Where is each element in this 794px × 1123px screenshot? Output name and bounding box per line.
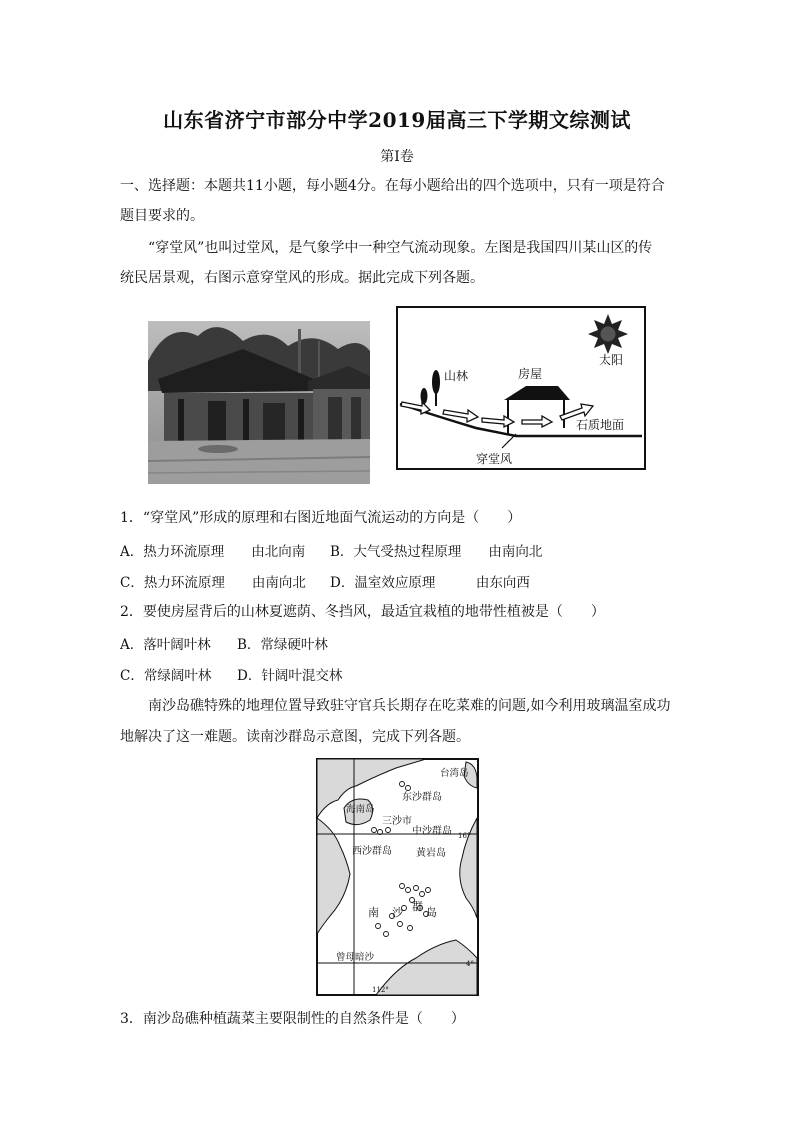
house-label: 房屋 xyxy=(518,367,543,381)
map-label-lat4: 4° xyxy=(466,960,474,968)
section-intro-line1: 一、选择题：本题共11小题，每小题4分。在每小题给出的四个选项中，只有一项是符合 xyxy=(120,178,665,194)
map-label-nan: 南 xyxy=(368,906,379,919)
map-label-xisha: 西沙群岛 xyxy=(352,846,392,857)
q2-stem: 2．要使房屋背后的山林夏遮荫、冬挡风，最适宜栽植的地带性植被是（ ） xyxy=(120,604,605,620)
map-label-dao: 岛 xyxy=(426,906,437,919)
q1-option-c[interactable]: C．热力环流原理 由南向北 xyxy=(120,575,306,591)
q1-stem: 1．“穿堂风”形成的原理和右图近地面气流运动的方向是（ ） xyxy=(120,510,522,526)
map-label-sha: 沙 xyxy=(392,906,403,919)
q3-stem: 3．南沙岛礁种植蔬菜主要限制性的自然条件是（ ） xyxy=(120,1011,465,1027)
q1-option-a[interactable]: A．热力环流原理 由北向南 xyxy=(120,544,306,560)
passage2-line2: 地解决了这一难题。读南沙群岛示意图，完成下列各题。 xyxy=(120,729,470,745)
forest-label: 山林 xyxy=(444,369,469,383)
through-draft-diagram xyxy=(396,306,646,470)
passage1-line2: 统民居景观，右图示意穿堂风的形成。据此完成下列各题。 xyxy=(120,270,484,286)
ground-label: 石质地面 xyxy=(576,418,625,432)
map-label-huangyan: 黄岩岛 xyxy=(416,848,446,859)
nansha-map xyxy=(316,758,479,996)
map-label-lon112: 112° xyxy=(372,986,389,994)
map-label-hainan: 海南岛 xyxy=(346,804,375,815)
section-intro-line2: 题目要求的。 xyxy=(120,208,204,224)
map-label-sansha: 三沙市 xyxy=(382,816,412,827)
q1-option-d[interactable]: D．温室效应原理 由东向西 xyxy=(330,575,530,591)
map-label-zengmu: 曾母暗沙 xyxy=(336,952,375,963)
map-label-taiwan: 台湾岛 xyxy=(440,768,469,779)
map-label-dongsha: 东沙群岛 xyxy=(402,792,442,803)
dwelling-photo xyxy=(148,321,370,484)
map-label-zhongsha: 中沙群岛 xyxy=(412,826,452,837)
q2-option-c[interactable]: C．常绿阔叶林 xyxy=(120,668,212,684)
page-title: 山东省济宁市部分中学2019届高三下学期文综测试 xyxy=(163,108,631,132)
wind-label: 穿堂风 xyxy=(476,452,513,466)
sun-icon xyxy=(588,314,628,354)
sun-label: 太阳 xyxy=(599,353,624,367)
passage2-line1: 南沙岛礁特殊的地理位置导致驻守官兵长期存在吃菜难的问题,如今利用玻璃温室成功 xyxy=(148,698,671,714)
map-label-qun: 群 xyxy=(412,900,423,913)
volume-label: 第I卷 xyxy=(380,149,414,165)
q2-option-b[interactable]: B．常绿硬叶林 xyxy=(237,637,328,653)
passage1-line1: “穿堂风”也叫过堂风，是气象学中一种空气流动现象。左图是我国四川某山区的传 xyxy=(148,240,653,256)
q2-option-d[interactable]: D．针阔叶混交林 xyxy=(237,668,343,684)
q1-option-b[interactable]: B．大气受热过程原理 由南向北 xyxy=(330,544,543,560)
map-label-lat16: 16° xyxy=(458,832,471,840)
q2-option-a[interactable]: A．落叶阔叶林 xyxy=(120,637,211,653)
